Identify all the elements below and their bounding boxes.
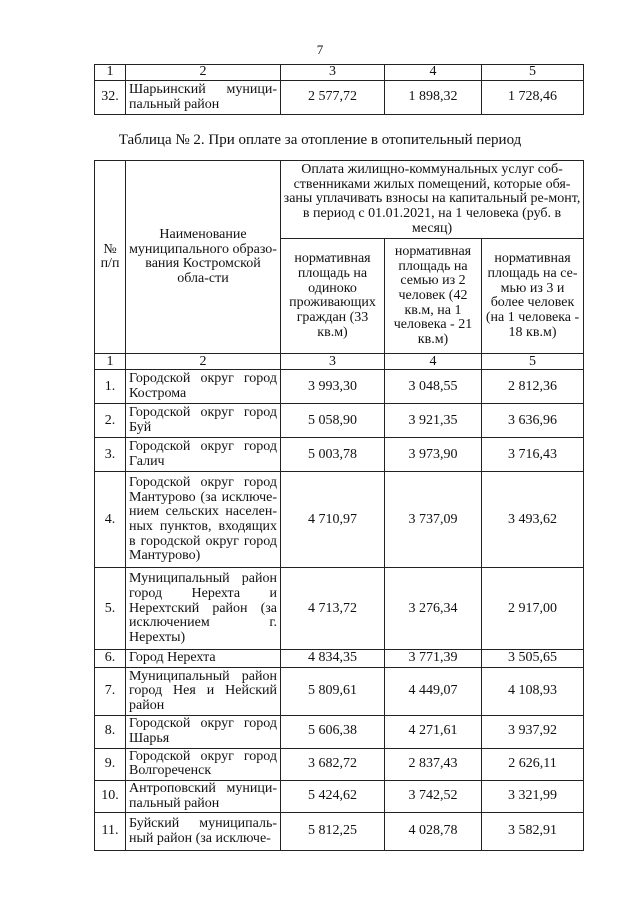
row-value: 4 834,35 [281, 650, 385, 668]
row-number: 5. [95, 568, 126, 650]
row-number: 8. [95, 716, 126, 748]
row-number: 7. [95, 668, 126, 716]
table-row [95, 81, 584, 115]
row-value: 3 682,72 [281, 748, 385, 780]
header-number: № п/п [95, 161, 126, 354]
row-value: 3 276,34 [385, 568, 482, 650]
row-value: 2 812,36 [482, 370, 584, 404]
colnum-cell: 2 [126, 65, 281, 81]
row-number: 11. [95, 813, 126, 851]
row-value: 5 424,62 [281, 780, 385, 812]
row-value: 3 937,92 [482, 716, 584, 748]
row-value: 5 003,78 [281, 438, 385, 472]
colnum-cell: 4 [385, 354, 482, 370]
colnum-cell: 4 [385, 65, 482, 81]
row-number: 2. [95, 404, 126, 438]
colnum-cell: 5 [482, 65, 584, 81]
row-number: 1. [95, 370, 126, 404]
row-value: 2 917,00 [482, 568, 584, 650]
colnum-cell: 5 [482, 354, 584, 370]
row-value: 3 582,91 [482, 813, 584, 851]
row-name: Шарьинский муници-пальный район [126, 81, 281, 115]
table-row [95, 668, 584, 716]
row-name: Городской округ город Шарья [126, 716, 281, 748]
table-caption: Таблица № 2. При оплате за отопление в отопительный период [118, 132, 522, 148]
row-value: 5 606,38 [281, 716, 385, 748]
header-sub: нормативная площадь на се-мью из 3 и более человек (на 1 человека - 18 кв.м) [482, 239, 584, 354]
colnum-cell: 3 [281, 65, 385, 81]
page-number: 7 [316, 42, 324, 57]
row-value: 3 048,55 [385, 370, 482, 404]
table-row [95, 813, 584, 851]
colnum-cell: 3 [281, 354, 385, 370]
row-name: Городской округ город Мантурово (за исключе-нием сельских населен-ных пунктов, входящих в городской округ город Мантурово) [126, 472, 281, 568]
row-name: Муниципальный район город Нерехта и Нерехтский район (за исключением г. Нерехты) [126, 568, 281, 650]
row-value: 3 716,43 [482, 438, 584, 472]
row-number: 3. [95, 438, 126, 472]
row-name: Буйский муниципаль-ный район (за исключе- [126, 813, 281, 851]
row-name: Городской округ город Кострома [126, 370, 281, 404]
row-value: 5 058,90 [281, 404, 385, 438]
row-number: 4. [95, 472, 126, 568]
column-number-row [95, 354, 584, 370]
header-name: Наименование муниципального образо-вания Костромской обла-сти [126, 161, 281, 354]
row-value: 1 898,32 [385, 81, 482, 115]
table-2 [94, 160, 584, 851]
row-name: Городской округ город Галич [126, 438, 281, 472]
row-value: 3 921,35 [385, 404, 482, 438]
table-row [95, 748, 584, 780]
row-value: 4 449,07 [385, 668, 482, 716]
colnum-cell: 1 [95, 65, 126, 81]
table-row [95, 650, 584, 668]
row-name: Антроповский муници-пальный район [126, 780, 281, 812]
table-row [95, 568, 584, 650]
row-value: 4 271,61 [385, 716, 482, 748]
row-value: 3 493,62 [482, 472, 584, 568]
row-value: 3 771,39 [385, 650, 482, 668]
row-value: 2 577,72 [281, 81, 385, 115]
row-value: 2 626,11 [482, 748, 584, 780]
table-row [95, 472, 584, 568]
colnum-cell: 1 [95, 354, 126, 370]
row-value: 4 028,78 [385, 813, 482, 851]
row-value: 3 636,96 [482, 404, 584, 438]
row-value: 5 809,61 [281, 668, 385, 716]
table-row [95, 438, 584, 472]
row-name: Городской округ город Волгореченск [126, 748, 281, 780]
table-body [95, 370, 584, 851]
row-number: 6. [95, 650, 126, 668]
row-value: 2 837,43 [385, 748, 482, 780]
row-value: 3 505,65 [482, 650, 584, 668]
row-value: 1 728,46 [482, 81, 584, 115]
table-continuation [94, 64, 584, 115]
row-value: 4 713,72 [281, 568, 385, 650]
row-number: 32. [95, 81, 126, 115]
row-value: 3 737,09 [385, 472, 482, 568]
table-row [95, 716, 584, 748]
row-value: 3 321,99 [482, 780, 584, 812]
colnum-cell: 2 [126, 354, 281, 370]
row-value: 3 742,52 [385, 780, 482, 812]
table-row [95, 404, 584, 438]
row-name: Муниципальный район город Нея и Нейский район [126, 668, 281, 716]
row-name: Городской округ город Буй [126, 404, 281, 438]
row-name: Город Нерехта [126, 650, 281, 668]
row-number: 9. [95, 748, 126, 780]
header-sub: нормативная площадь на одиноко проживающих граждан (33 кв.м) [281, 239, 385, 354]
column-number-row [95, 65, 584, 81]
row-value: 3 973,90 [385, 438, 482, 472]
row-value: 3 993,30 [281, 370, 385, 404]
row-value: 5 812,25 [281, 813, 385, 851]
row-number: 10. [95, 780, 126, 812]
header-sub: нормативная площадь на семью из 2 человек (42 кв.м, на 1 человека - 21 кв.м) [385, 239, 482, 354]
row-value: 4 710,97 [281, 472, 385, 568]
table-row [95, 370, 584, 404]
header-group: Оплата жилищно-коммунальных услуг соб-ственниками жилых помещений, которые обя-заны уплачивать взносы на капитальный ре-монт, в период с 01.01.2021, на 1 человека (руб. в месяц) [281, 161, 584, 239]
row-value: 4 108,93 [482, 668, 584, 716]
table-row [95, 780, 584, 812]
